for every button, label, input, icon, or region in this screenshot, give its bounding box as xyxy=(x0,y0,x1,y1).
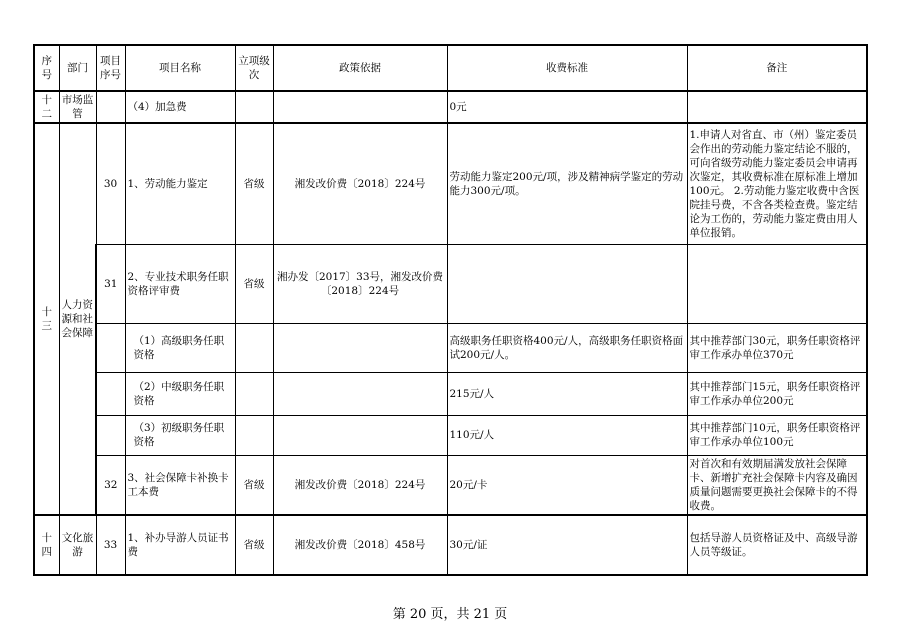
level-cell: 省级 xyxy=(235,244,273,323)
header-level: 立项级次 xyxy=(235,45,273,91)
item-no-cell: 30 xyxy=(96,123,125,244)
standard-cell xyxy=(447,244,687,323)
header-policy: 政策依据 xyxy=(273,45,447,91)
page-number-footer: 第 20 页，共 21 页 xyxy=(392,607,508,622)
item-name-cell: （2）中级职务任职资格 xyxy=(125,372,235,415)
item-name-cell: （3）初级职务任职资格 xyxy=(125,415,235,455)
header-row xyxy=(34,45,867,91)
standard-cell: 0元 xyxy=(447,91,687,123)
standard-cell: 高级职务任职资格400元/人，高级职务任职资格面试200元/人。 xyxy=(447,323,687,372)
seq-cell: 十二 xyxy=(34,91,59,123)
item-no-cell: 33 xyxy=(96,515,125,575)
remarks-cell: 1.申请人对省直、市（州）鉴定委员会作出的劳动能力鉴定结论不服的，可向省级劳动能力鉴定委员会申请再次鉴定，其收费标准在原标准上增加100元。 2.劳动能力鉴定收费中含医院挂号费，不含各类检查费。鉴定结论为工伤的，劳动能力鉴定费由用人单位报销。 xyxy=(687,123,867,244)
policy-cell: 湘发改价费〔2018〕224号 xyxy=(273,455,447,515)
table-row xyxy=(34,123,867,244)
remarks-cell: 其中推荐部门30元，职务任职资格评审工作承办单位370元 xyxy=(687,323,867,372)
level-cell xyxy=(235,372,273,415)
item-name-cell: （1）高级职务任职资格 xyxy=(125,323,235,372)
item-no-cell xyxy=(96,91,125,123)
remarks-cell xyxy=(687,91,867,123)
dept-cell: 文化旅游 xyxy=(59,515,96,575)
header-standard: 收费标准 xyxy=(447,45,687,91)
header-remarks: 备注 xyxy=(687,45,867,91)
remarks-cell: 对首次和有效期届满发放社会保障卡、新增扩充社会保障卡内容及确因质量问题需要更换社会保障卡的不得收费。 xyxy=(687,455,867,515)
item-name-cell: 2、专业技术职务任职资格评审费 xyxy=(125,244,235,323)
remarks-cell: 其中推荐部门15元，职务任职资格评审工作承办单位200元 xyxy=(687,372,867,415)
policy-cell: 湘发改价费〔2018〕458号 xyxy=(273,515,447,575)
item-no-cell xyxy=(96,415,125,455)
policy-cell: 湘办发〔2017〕33号，湘发改价费〔2018〕224号 xyxy=(273,244,447,323)
remarks-cell xyxy=(687,244,867,323)
level-cell: 省级 xyxy=(235,455,273,515)
remarks-cell: 其中推荐部门10元，职务任职资格评审工作承办单位100元 xyxy=(687,415,867,455)
policy-cell xyxy=(273,91,447,123)
seq-cell: 十四 xyxy=(34,515,59,575)
table-row xyxy=(34,91,867,123)
fee-table xyxy=(33,44,868,576)
header-seq: 序号 xyxy=(34,45,59,91)
standard-cell: 110元/人 xyxy=(447,415,687,455)
item-name-cell: 3、社会保障卡补换卡工本费 xyxy=(125,455,235,515)
level-cell xyxy=(235,415,273,455)
standard-cell: 215元/人 xyxy=(447,372,687,415)
policy-cell: 湘发改价费〔2018〕224号 xyxy=(273,123,447,244)
header-dept: 部门 xyxy=(59,45,96,91)
header-item-name: 项目名称 xyxy=(125,45,235,91)
header-item-no: 项目序号 xyxy=(96,45,125,91)
item-name-cell: 1、补办导游人员证书费 xyxy=(125,515,235,575)
level-cell: 省级 xyxy=(235,515,273,575)
standard-cell: 30元/证 xyxy=(447,515,687,575)
standard-cell: 20元/卡 xyxy=(447,455,687,515)
item-no-cell xyxy=(96,372,125,415)
remarks-cell: 包括导游人员资格证及中、高级导游人员等级证。 xyxy=(687,515,867,575)
table-row xyxy=(34,323,867,372)
item-name-cell: 1、劳动能力鉴定 xyxy=(125,123,235,244)
policy-cell xyxy=(273,323,447,372)
policy-cell xyxy=(273,415,447,455)
item-no-cell: 32 xyxy=(96,455,125,515)
standard-cell: 劳动能力鉴定200元/项，涉及精神病学鉴定的劳动能力300元/项。 xyxy=(447,123,687,244)
level-cell: 省级 xyxy=(235,123,273,244)
table-row xyxy=(34,415,867,455)
item-no-cell xyxy=(96,323,125,372)
policy-cell xyxy=(273,372,447,415)
table-row xyxy=(34,372,867,415)
dept-cell: 市场监管 xyxy=(59,91,96,123)
dept-cell: 人力资源和社会保障 xyxy=(59,123,96,515)
level-cell xyxy=(235,323,273,372)
item-name-cell: （4）加急费 xyxy=(125,91,235,123)
table-row xyxy=(34,515,867,575)
table-row xyxy=(34,455,867,515)
table-row xyxy=(34,244,867,323)
seq-cell: 十三 xyxy=(34,123,59,515)
level-cell xyxy=(235,91,273,123)
item-no-cell: 31 xyxy=(96,244,125,323)
